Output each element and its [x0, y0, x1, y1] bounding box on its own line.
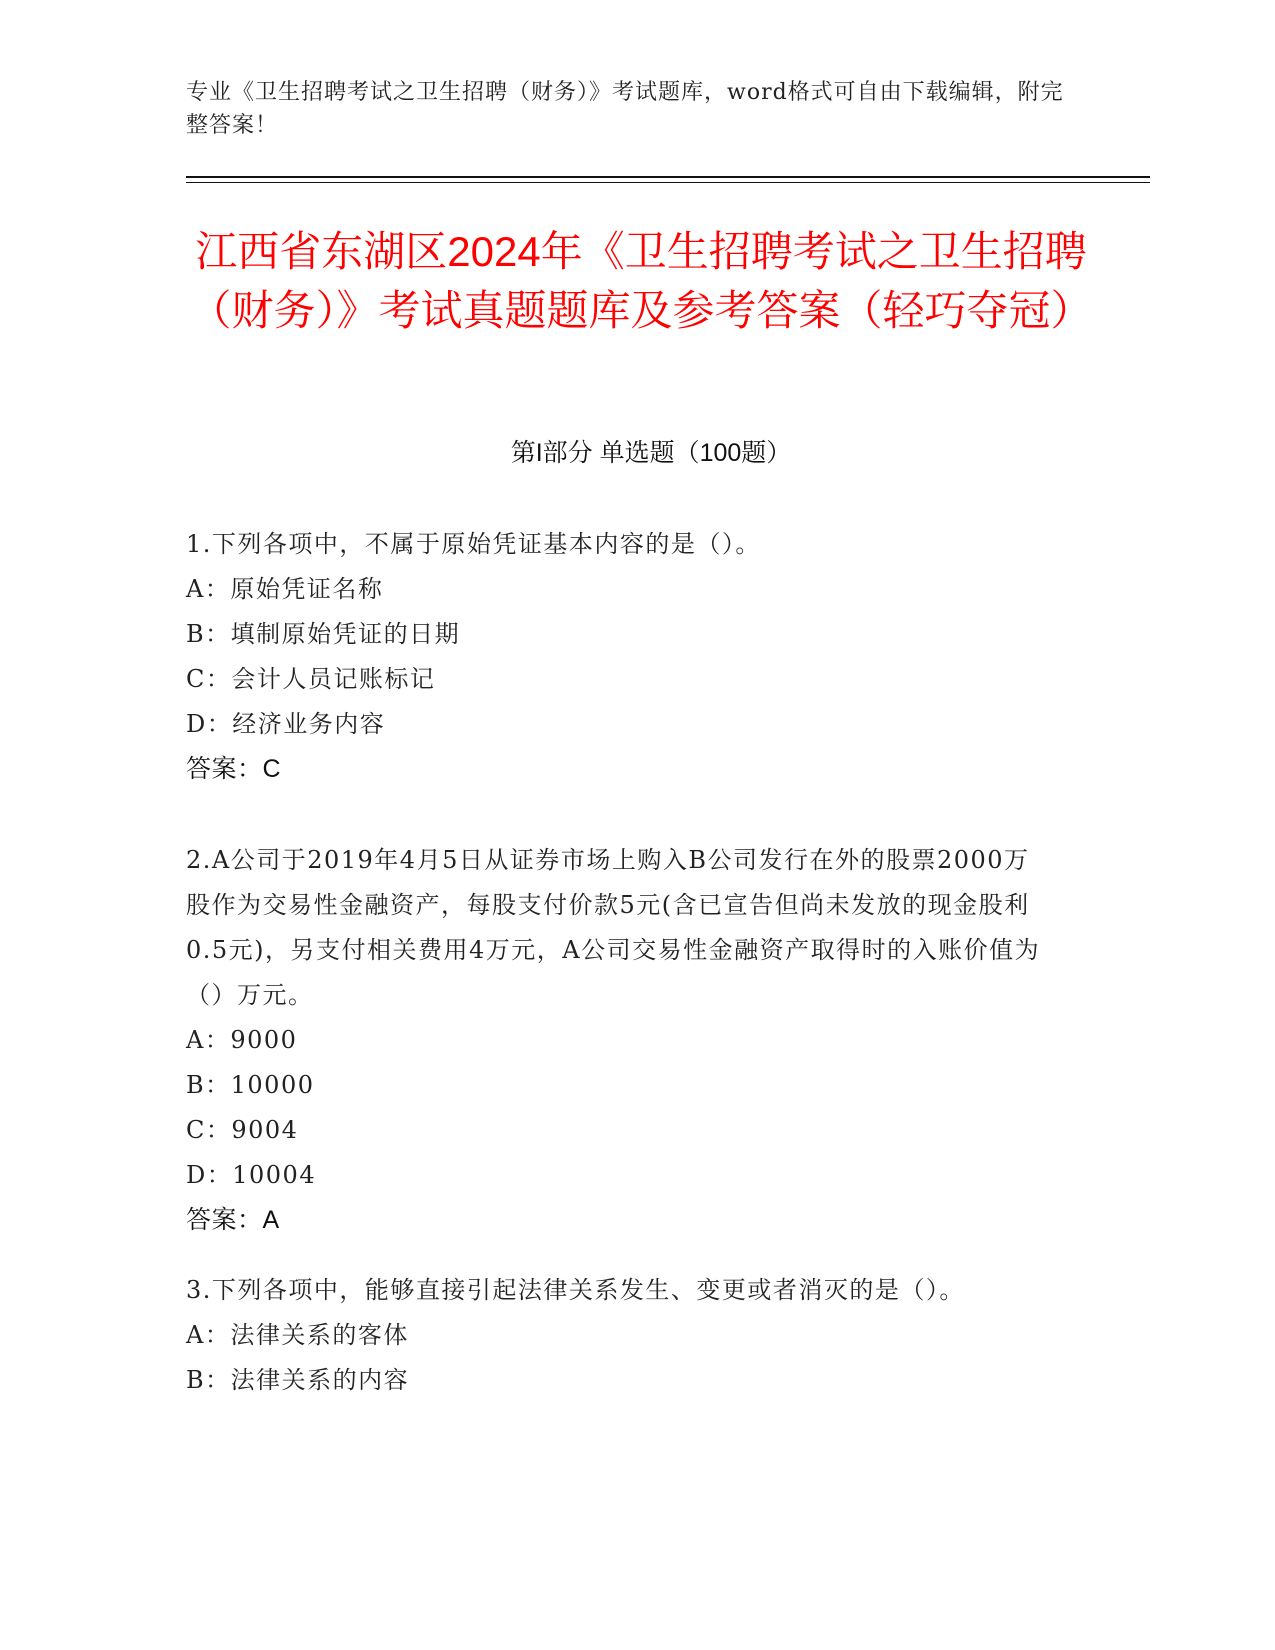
question-3 — [186, 1268, 1086, 1403]
answer: 答案：A — [186, 1206, 280, 1234]
header-note: 专业《卫生招聘考试之卫生招聘（财务）》考试题库，word格式可自由下载编辑，附完整答案！ — [186, 80, 1064, 138]
option-d: D：经济业务内容 — [186, 710, 386, 738]
question-1 — [186, 522, 1086, 792]
option-b: B：填制原始凭证的日期 — [186, 620, 461, 648]
option-a: A：原始凭证名称 — [186, 575, 384, 603]
option-b: B：10000 — [186, 1071, 315, 1099]
question-stem: 1.下列各项中，不属于原始凭证基本内容的是（）。 — [186, 530, 761, 558]
section-heading: 第I部分 单选题（100题） — [510, 439, 792, 467]
option-a: A：法律关系的客体 — [186, 1321, 409, 1349]
header-divider-thin — [186, 182, 1150, 183]
option-a: A：9000 — [186, 1026, 298, 1054]
question-2 — [186, 838, 1086, 1243]
header-divider-thick — [186, 176, 1150, 178]
question-stem: 2.A公司于2019年4月5日从证券市场上购入B公司发行在外的股票2000万股作为交易性金融资产，每股支付价款5元(含已宣告但尚未发放的现金股利0.5元)，另支付相关费用4万元，A公司交易性金融资产取得时的入账价值为（）万元。 — [186, 846, 1041, 1009]
question-stem: 3.下列各项中，能够直接引起法律关系发生、变更或者消灭的是（）。 — [186, 1276, 965, 1304]
option-c: C：会计人员记账标记 — [186, 665, 436, 693]
option-d: D：10004 — [186, 1161, 317, 1189]
document-title: 江西省东湖区2024年《卫生招聘考试之卫生招聘（财务）》考试真题题库及参考答案（轻巧夺冠） — [189, 228, 1093, 334]
answer: 答案：C — [186, 755, 282, 783]
option-b: B：法律关系的内容 — [186, 1366, 410, 1394]
option-c: C：9004 — [186, 1116, 299, 1144]
